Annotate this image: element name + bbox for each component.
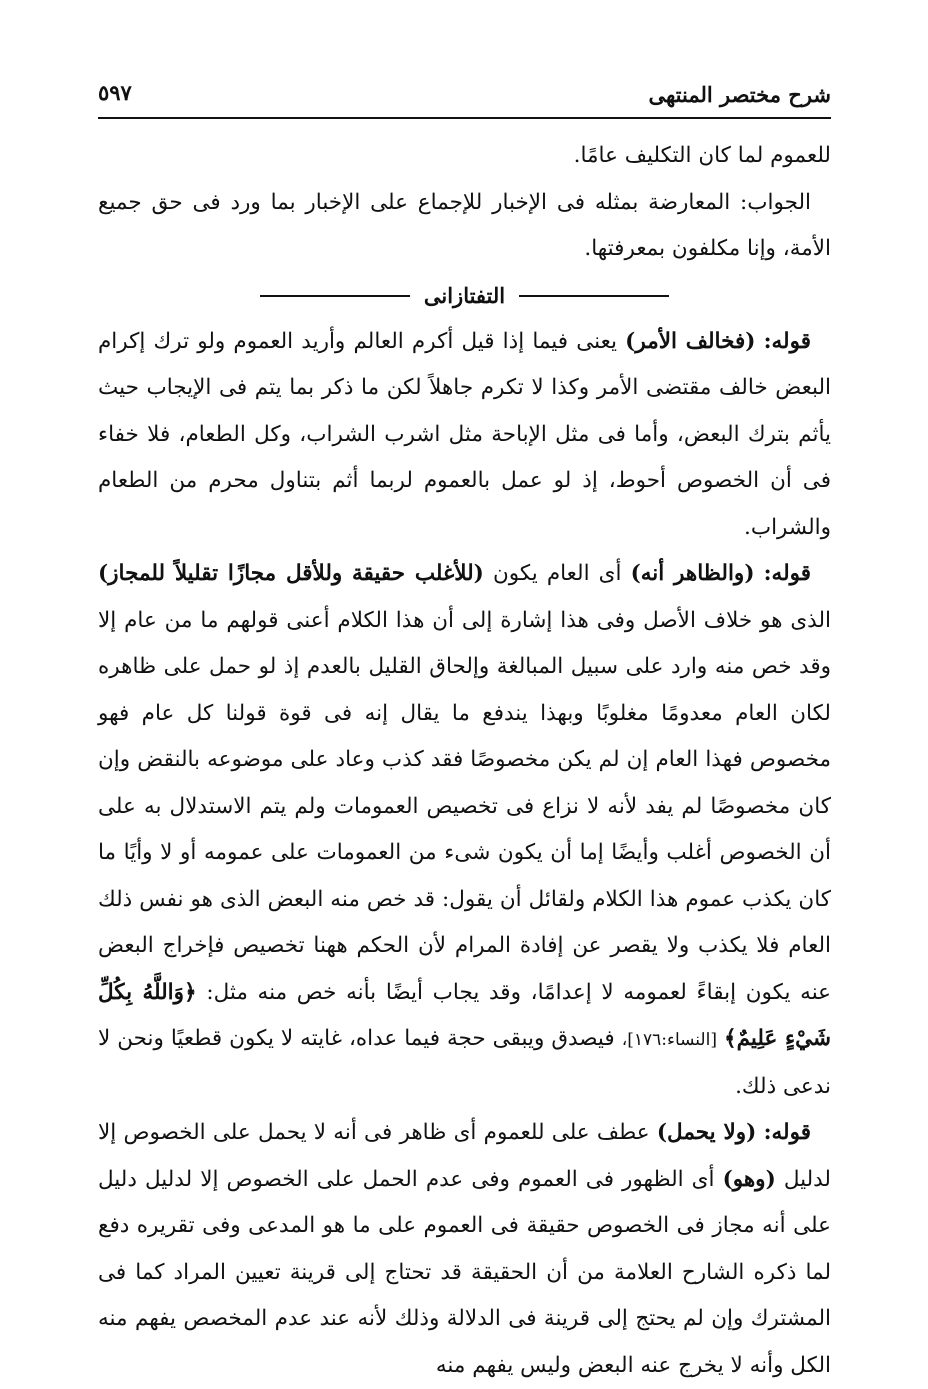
commentary-paragraph: [98, 551, 831, 1110]
commentator-name: التفتازانى: [423, 282, 506, 308]
lemma: (ولا يحمل): [656, 1120, 757, 1145]
paragraph-text: يعنى فيما إذا قيل أكرم العالم وأريد العموم ولو ترك إكرام البعض خالف مقتضى الأمر وكذا لا تكرم جاهلاً لكن ما ذكر بما يتم فى الإيجاب حيث يأثم بترك البعض، وأما فى مثل الإباحة مثل اشرب الشراب، وكل الطعام، فلا خفاء فى أن الخصوص أحوط، إذ لو عمل بالعموم لربما أثم بتناول محرم من الطعام والشراب.: [98, 328, 831, 540]
page-body: [98, 133, 831, 1389]
quran-verse: ﴿وَاللَّهُ بِكُلِّ شَيْءٍ عَلِيمٌ﴾: [98, 979, 831, 1051]
commentator-separator: [98, 273, 831, 319]
header-rule: [98, 117, 831, 119]
answer-paragraph: [98, 180, 831, 273]
paragraph-text: فيصدق ويبقى حجة فيما عداه، غايته لا يكون قطعيًا ونحن لا ندعى ذلك.: [98, 1026, 831, 1099]
lemma: (والظاهر أنه): [630, 561, 755, 586]
commentary-paragraph: [98, 319, 831, 552]
running-head: [98, 78, 831, 112]
lemma: (فخالف الأمر): [625, 328, 756, 354]
paragraph-text: أى الظهور فى العموم وفى عدم الحمل على الخصوص إلا لدليل دليل على أنه مجاز فى الخصوص حقيقة فى العموم على ما هو المدعى وفى تقريره دفع لما ذكره الشارح العلامة من أن الحقيقة قد تحتاج إلى قرينة تعيين المراد كما فى المشترك وإن لم يحتج إلى قرينة فى الدلالة وذلك لأنه عند عدم المخصص يفهم منه الكل وأنه لا يخرج عنه البعض وليس يفهم منه: [98, 1166, 831, 1378]
paragraph-text: للعموم لما كان التكليف عامًا.: [573, 143, 831, 168]
qawluh-marker: قوله:: [763, 1120, 811, 1145]
main-text-paragraph: [98, 133, 831, 180]
page-number: ٥٩٧: [98, 80, 132, 105]
paragraph-text: أى العام يكون: [492, 561, 622, 586]
commentary-paragraph: [98, 1110, 831, 1389]
qawluh-marker: قوله:: [763, 561, 812, 586]
lemma: (للأغلب حقيقة وللأقل مجازًا تقليلاً للمجاز): [98, 561, 484, 586]
separator-line: [260, 295, 410, 297]
quran-citation: [النساء:١٧٦]،: [621, 1030, 717, 1050]
book-title: شرح مختصر المنتهى: [648, 82, 831, 107]
lemma: (وهو): [722, 1166, 776, 1192]
paragraph-text: الجواب: المعارضة بمثله فى الإخبار للإجماع على الإخبار بما ورد فى حق جميع الأمة، وإنا مكلفون بمعرفتها.: [98, 189, 831, 261]
paragraph-text: عطف على للعموم أى ظاهر فى أنه لا يحمل على الخصوص إلا لدليل: [98, 1120, 831, 1192]
paragraph-text: الذى هو خلاف الأصل وفى هذا إشارة إلى أن هذا الكلام أعنى قولهم ما من عام إلا وقد خص منه وارد على سبيل المبالغة وإلحاق القليل بالعدم إذ لو حمل على ظاهره لكان العام معدومًا مغلوبًا وبهذا يندفع ما يقال إنه فى قوة قولنا كل عام فهو مخصوص فهذا العام إن لم يكن مخصوصًا فقد كذب وعاد على موضوعه بالنقض وإن كان مخصوصًا لم يفد لأنه لا نزاع فى تخصيص العمومات ولم يتم الاستدلال به على أن الخصوص أغلب وأيضًا إما أن يكون شىء من العمومات على عمومه أو لا وأيًا ما كان يكذب عموم هذا الكلام ولقائل أن يقول: قد خص منه البعض الذى هو نفس ذلك العام فلا يكذب ولا يقصر عن إفادة المرام لأن الحكم ههنا تخصيص فإخراج البعض عنه يكون إبقاءً لعمومه لا إعدامًا، وقد يجاب أيضًا بأنه خص منه مثل:: [98, 607, 832, 1005]
separator-line: [519, 295, 669, 297]
qawluh-marker: قوله:: [763, 328, 811, 354]
